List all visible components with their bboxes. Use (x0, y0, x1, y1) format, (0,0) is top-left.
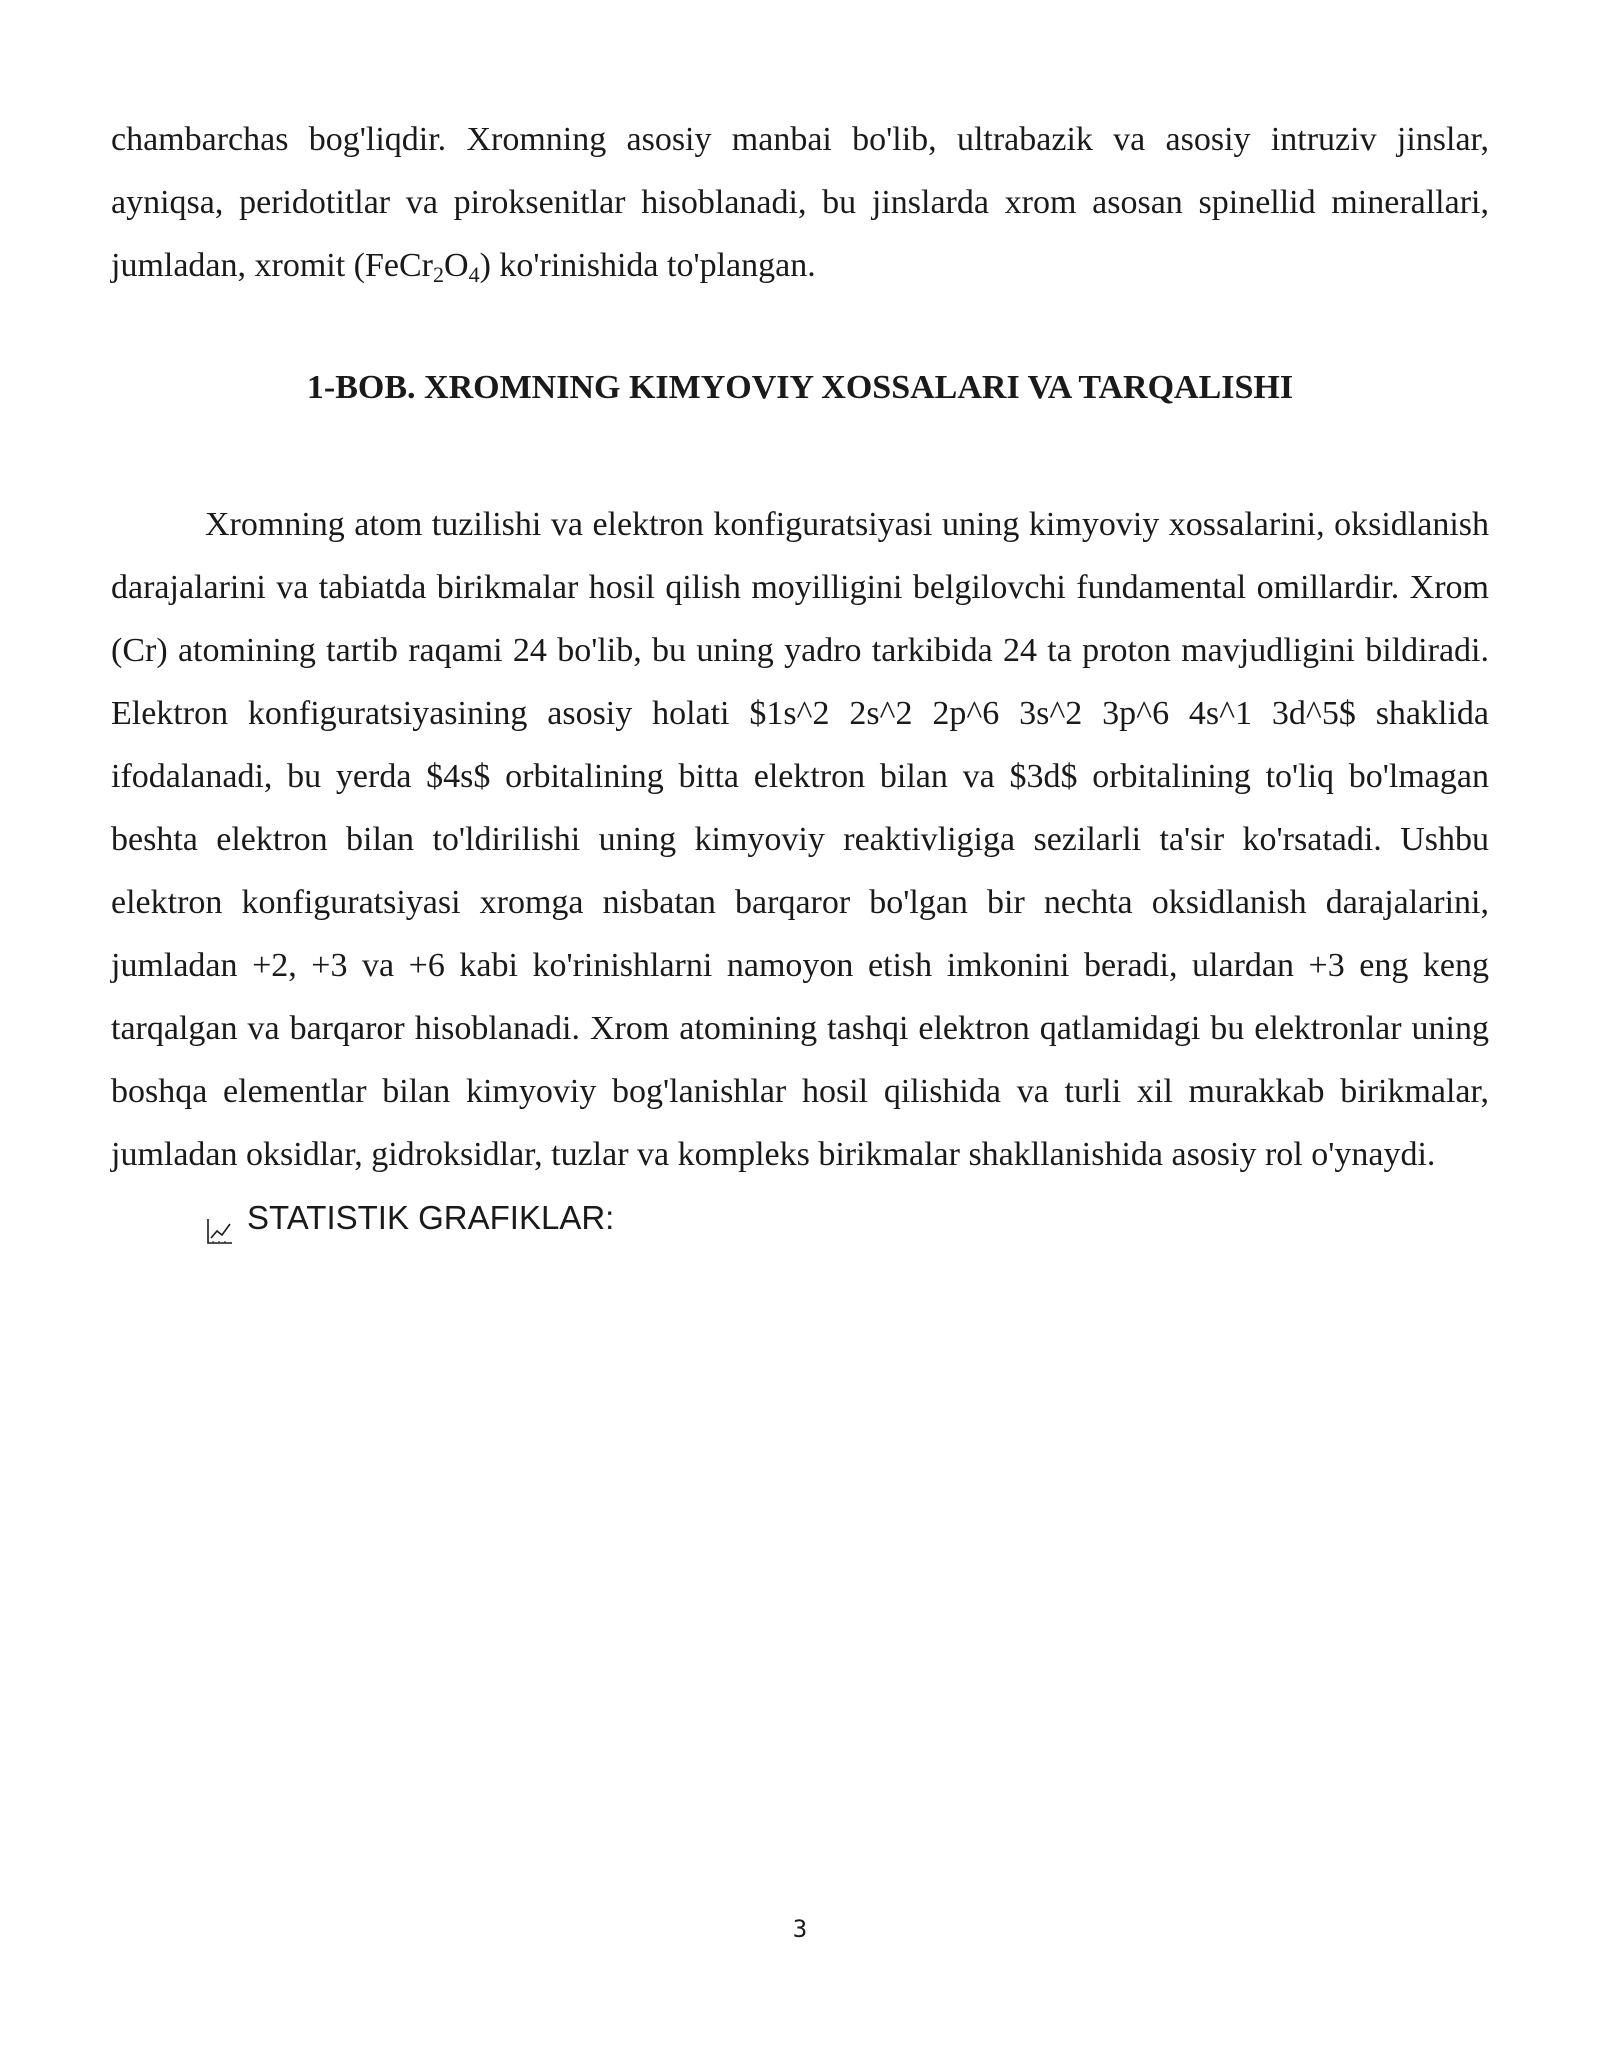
intro-block (111, 108, 1489, 297)
intro-text-part1: chambarchas bog'liqdir. Xromning asosiy manbai bo'lib, ultrabazik va asosiy intruziv jinslar, ayniqsa, peridotitlar va piroksenitlar hisoblanadi, bu jinslarda xrom asosan spinellid minerallari, jumladan, xromit (FeCr (111, 121, 1489, 284)
intro-paragraph (111, 108, 1489, 297)
stat-heading (111, 1186, 1489, 1249)
main-paragraph: Xromning atom tuzilishi va elektron konfiguratsiyasi uning kimyoviy xossalarini, oksidlanish darajalarini va tabiatda birikmalar hosil qilish moyilligini belgilovchi fundamental omillardir. Xrom (Cr) atomining tartib raqami 24 bo'lib, bu uning yadro tarkibida 24 ta proton mavjudligini bildiradi. Elektron konfiguratsiyasining asosiy holati $1s^2 2s^2 2p^6 3s^2 3p^6 4s^1 3d^5$ shaklida ifodalanadi, bu yerda $4s$ orbitalining bitta elektron bilan va $3d$ orbitalining to'liq bo'lmagan beshta elektron bilan to'ldirilishi uning kimyoviy reaktivligiga sezilarli ta'sir ko'rsatadi. Ushbu elektron konfiguratsiyasi xromga nisbatan barqaror bo'lgan bir nechta oksidlanish darajalarini, jumladan +2, +3 va +6 kabi ko'rinishlarni namoyon etish imkonini beradi, ulardan +3 eng keng tarqalgan va barqaror hisoblanadi. Xrom atomining tashqi elektron qatlamidagi bu elektronlar uning boshqa elementlar bilan kimyoviy bog'lanishlar hosil qilishida va turli xil murakkab birikmalar, jumladan oksidlar, gidroksidlar, tuzlar va kompleks birikmalar shakllanishida asosiy rol o'ynaydi. (111, 506, 1489, 1173)
stat-label: STATISTIK GRAFIKLAR: (247, 1199, 615, 1236)
chapter-heading: 1-BOB. XROMNING KIMYOVIY XOSSALARI VA TARQALISHI (306, 369, 1294, 406)
intro-text-part2: O (444, 247, 469, 284)
intro-text-part3: ) ko'rinishida to'plangan. (479, 247, 816, 284)
subscript-2: 2 (433, 262, 445, 287)
main-block (111, 493, 1489, 1249)
page-number: 3 (792, 1915, 808, 1943)
chart-increasing-icon (205, 1203, 235, 1233)
subscript-4: 4 (468, 262, 480, 287)
